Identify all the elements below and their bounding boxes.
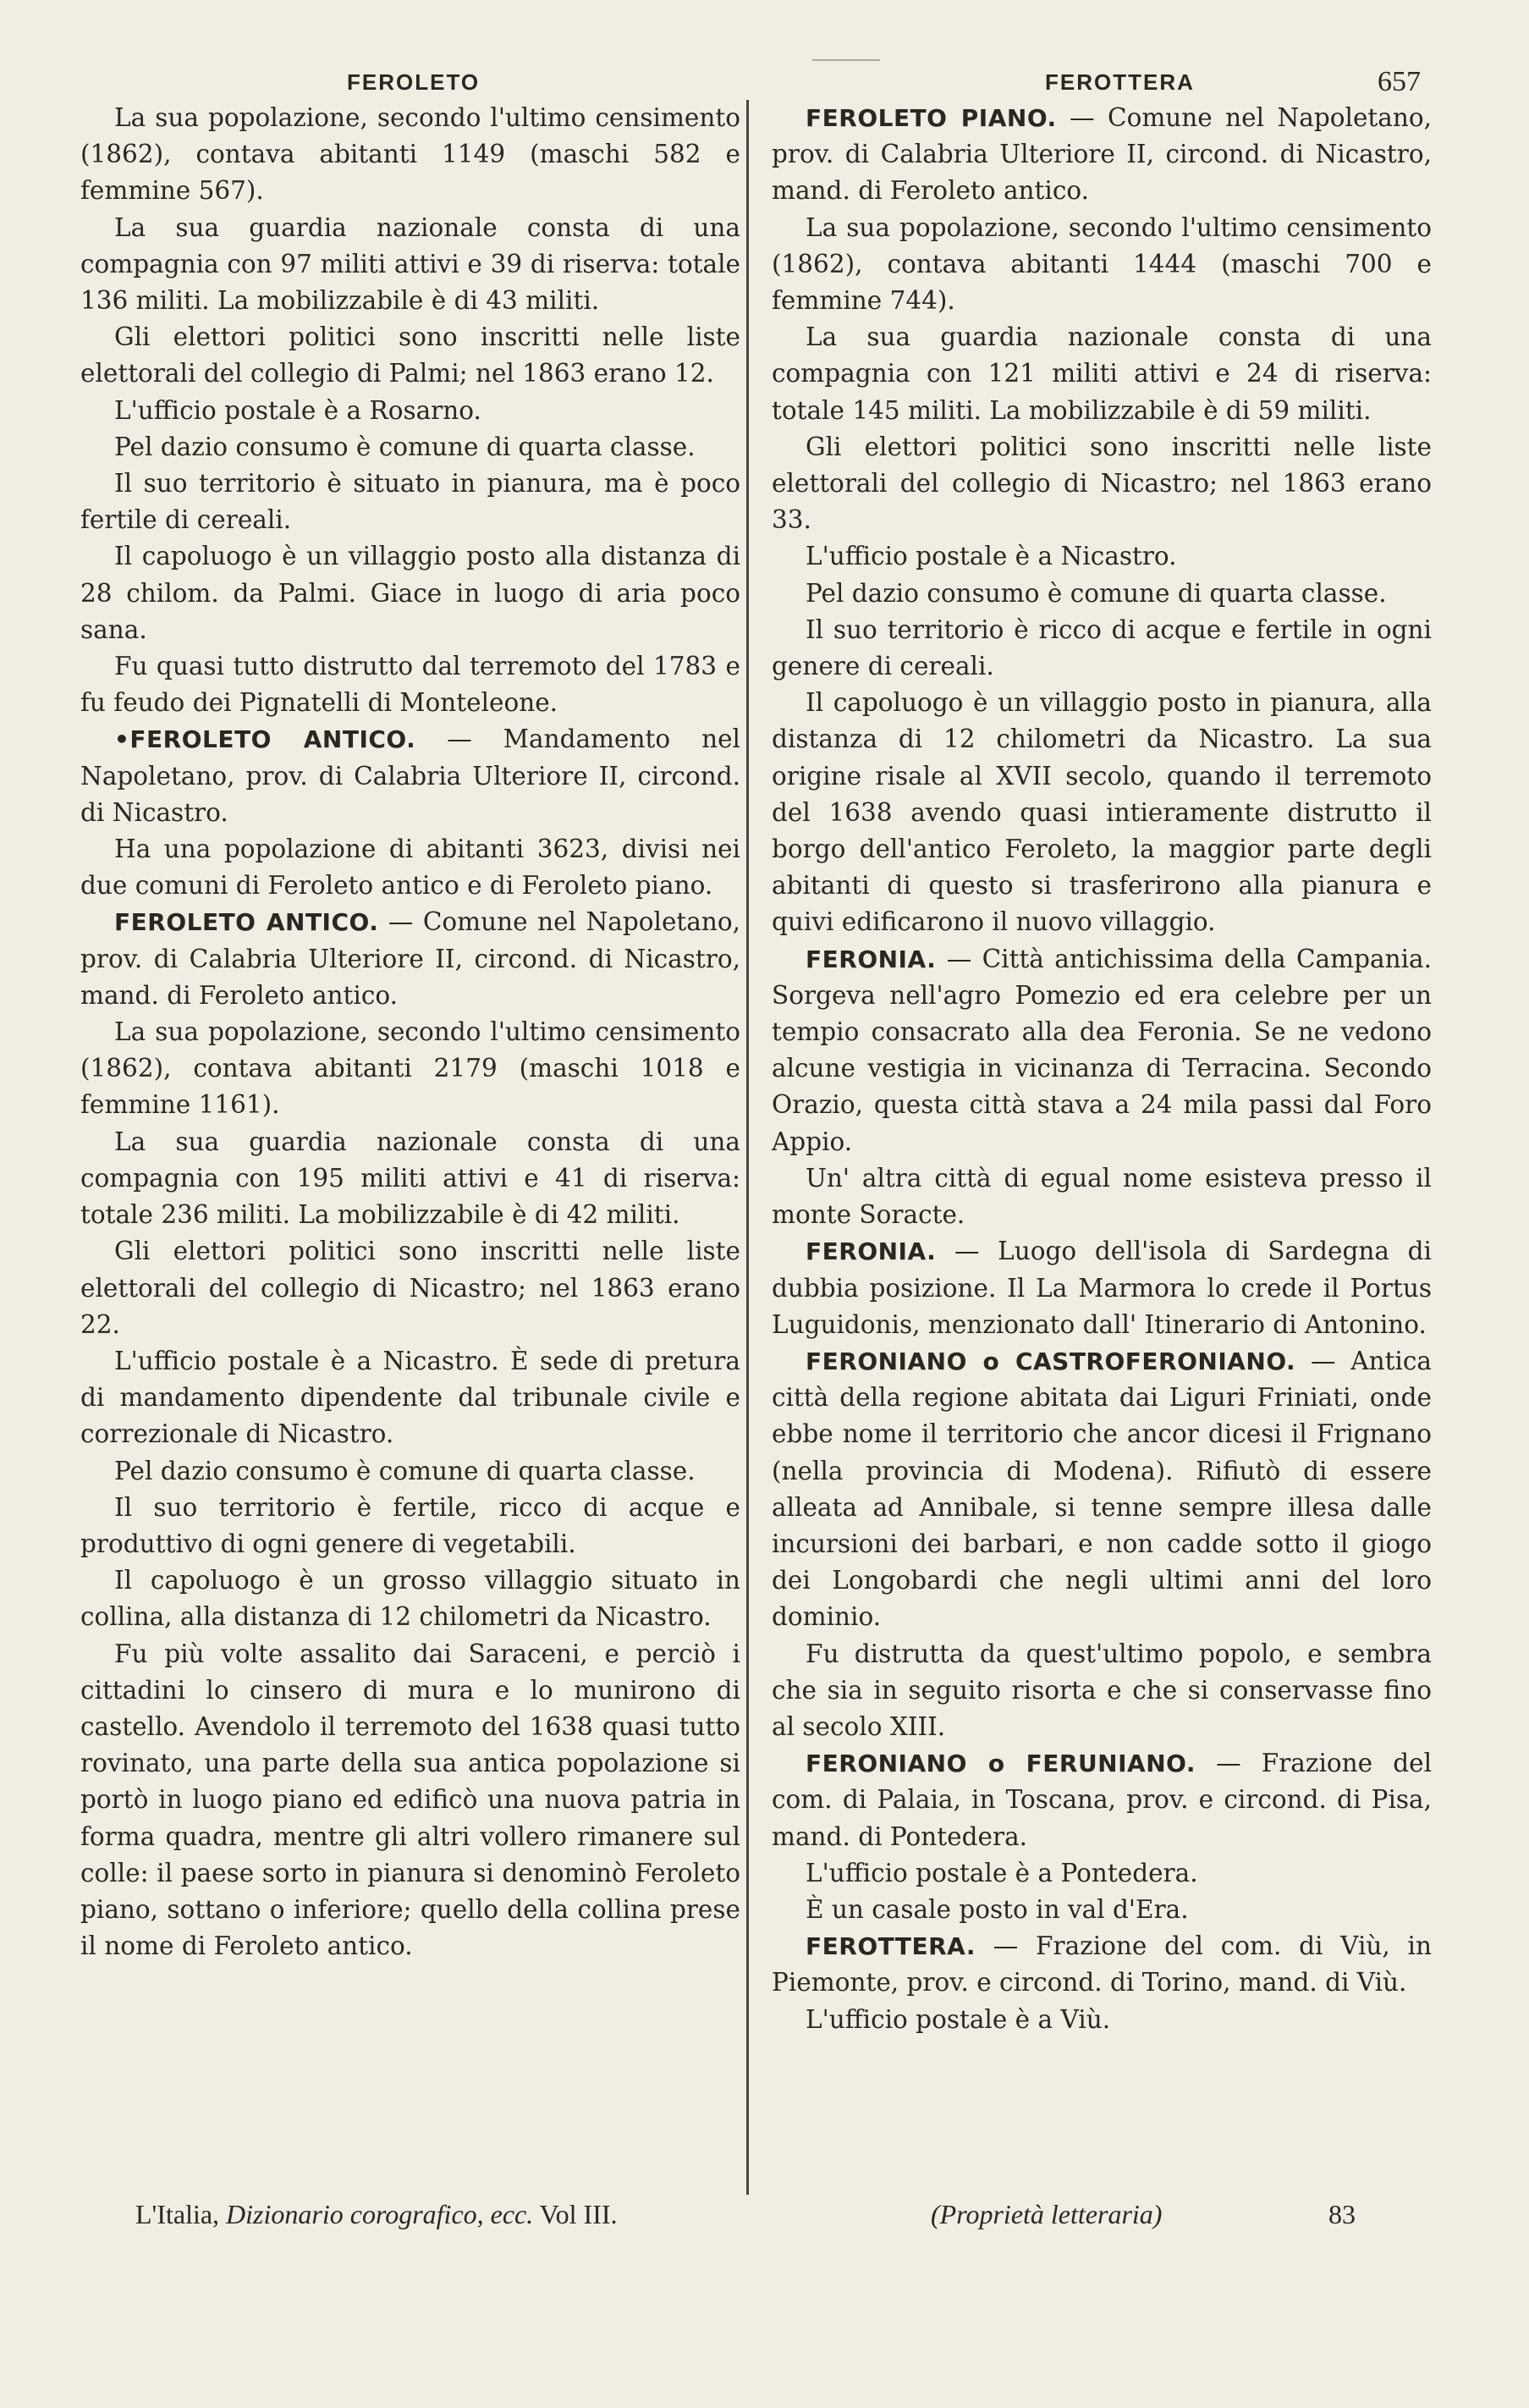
paragraph-text: Un' altra città di egual nome esisteva presso il monte Soracte. xyxy=(772,1163,1432,1230)
paragraph-text: Il capoluogo è un villaggio posto in pianura, alla distanza di 12 chilometri da Nicastro. La sua origine risale al XVII secolo, quando il terremoto del 1638 avendo quasi intieramente distrutto il borgo dell'antico Feroleto, la maggior parte degli abitanti di questo si trasferirono alla pianura e quivi edificarono il nuovo villaggio. xyxy=(772,688,1432,937)
paragraph-text: Fu più volte assalito dai Saraceni, e perciò i cittadini lo cinsero di mura e lo munirono di castello. Avendolo il terremoto del 1638 quasi tutto rovinato, una parte della sua antica popolazione si portò in luogo piano ed edificò una nuova patria in forma quadra, mentre gli altri vollero rimanere sul colle: il paese sorto in pianura si denominò Feroleto piano, sottano o inferiore; quello della collina prese il nome di Feroleto antico. xyxy=(80,1639,740,1961)
entry-paragraph xyxy=(772,1343,1432,1636)
body-paragraph xyxy=(80,1343,740,1453)
body-paragraph xyxy=(80,1636,740,1965)
column-divider xyxy=(746,100,749,2195)
entry-paragraph xyxy=(80,721,740,831)
paragraph-text: Gli elettori politici sono inscritti nelle liste elettorali del collegio di Palmi; nel 1863 erano 12. xyxy=(80,322,740,388)
right-column xyxy=(772,100,1432,2038)
body-paragraph xyxy=(80,100,740,210)
left-column xyxy=(80,100,740,1964)
paragraph-text: — Città antichissima della Campania. Sorgeva nell'agro Pomezio ed era celebre per un tempio consacrato alla dea Feronia. Se ne vedono alcune vestigia in vicinanza di Terracina. Secondo Orazio, questa città stava a 24 mila passi dal Foro Appio. xyxy=(772,944,1432,1156)
paragraph-text: Il capoluogo è un grosso villaggio situato in collina, alla distanza di 12 chilometri da Nicastro. xyxy=(80,1566,740,1632)
body-paragraph xyxy=(772,1892,1432,1928)
paragraph-text: Ha una popolazione di abitanti 3623, divisi nei due comuni di Feroleto antico e di Feroleto piano. xyxy=(80,835,740,901)
paragraph-text: Fu quasi tutto distrutto dal terremoto del 1783 e fu feudo dei Pignatelli di Monteleone. xyxy=(80,652,740,718)
body-paragraph xyxy=(80,319,740,392)
body-paragraph xyxy=(772,429,1432,539)
body-paragraph xyxy=(80,393,740,429)
paragraph-text: Gli elettori politici sono inscritti nelle liste elettorali del collegio di Nicastro; nel 1863 erano 33. xyxy=(772,432,1432,535)
paragraph-text: Il suo territorio è fertile, ricco di acque e produttivo di ogni genere di vegetabili. xyxy=(80,1492,740,1558)
paragraph-text: È un casale posto in val d'Era. xyxy=(806,1894,1189,1924)
body-paragraph xyxy=(80,1562,740,1635)
footer-volume: Vol III. xyxy=(539,2199,618,2229)
body-paragraph xyxy=(80,538,740,648)
paragraph-text: La sua guardia nazionale consta di una compagnia con 195 militi attivi e 41 di riserva: totale 236 militi. La mobilizzabile è di 42 militi. xyxy=(80,1127,740,1230)
paragraph-text: Pel dazio consumo è comune di quarta classe. xyxy=(114,1456,696,1485)
paragraph-text: Gli elettori politici sono inscritti nelle liste elettorali del collegio di Nicastro; nel 1863 erano 22. xyxy=(80,1237,740,1339)
paragraph-text: Pel dazio consumo è comune di quarta classe. xyxy=(114,432,696,461)
paragraph-text: — Frazione del com. di Viù, in Piemonte, prov. e circond. di Torino, mand. di Viù. xyxy=(772,1931,1432,1997)
entry-headword: FEROTTERA. xyxy=(806,1932,976,1961)
body-paragraph xyxy=(80,648,740,721)
paragraph-text: L'ufficio postale è a Pontedera. xyxy=(806,1858,1198,1887)
entry-paragraph xyxy=(772,1233,1432,1343)
paragraph-text: — Mandamento nel Napoletano, prov. di Calabria Ulteriore II, circond. di Nicastro. xyxy=(80,725,740,827)
entry-headword: FERONIANO o CASTROFERONIANO. xyxy=(806,1347,1296,1375)
entry-paragraph xyxy=(772,941,1432,1160)
body-paragraph xyxy=(80,466,740,538)
body-paragraph xyxy=(772,1855,1432,1892)
paragraph-text: L'ufficio postale è a Rosarno. xyxy=(114,395,481,425)
running-head-right: FEROTTERA xyxy=(1045,69,1195,95)
body-paragraph xyxy=(772,319,1432,429)
running-head-left: FEROLETO xyxy=(347,69,481,95)
entry-paragraph xyxy=(80,904,740,1014)
paragraph-text: La sua guardia nazionale consta di una compagnia con 97 militi attivi e 39 di riserva: totale 136 militi. La mobilizzabile è di 43 militi. xyxy=(80,212,740,316)
paragraph-text: La sua popolazione, secondo l'ultimo censimento (1862), contava abitanti 1444 (maschi 700 e femmine 744). xyxy=(772,212,1432,316)
paragraph-text: — Luogo dell'isola di Sardegna di dubbia posizione. Il La Marmora lo crede il Portus Luguidonis, menzionato dall' Itinerario di Antonino. xyxy=(772,1237,1432,1339)
body-paragraph xyxy=(772,612,1432,685)
paragraph-text: L'ufficio postale è a Nicastro. xyxy=(806,542,1177,571)
body-paragraph xyxy=(772,685,1432,940)
entry-headword: FERONIANO o FERUNIANO. xyxy=(806,1750,1196,1778)
paragraph-text: — Comune nel Napoletano, prov. di Calabria Ulteriore II, circond. di Nicastro, mand. di Feroleto antico. xyxy=(80,907,741,1010)
body-paragraph xyxy=(80,429,740,466)
paragraph-text: L'ufficio postale è a Viù. xyxy=(806,2004,1111,2034)
body-paragraph xyxy=(80,1490,740,1562)
entry-headword: FERONIA. xyxy=(806,945,937,973)
entry-paragraph xyxy=(772,100,1432,210)
paragraph-text: — Comune nel Napoletano, prov. di Calabria Ulteriore II, circond. di Nicastro, mand. di Feroleto antico. xyxy=(772,103,1432,206)
paragraph-text: Il capoluogo è un villaggio posto alla distanza di 28 chilom. da Palmi. Giace in luogo di aria poco sana. xyxy=(80,542,740,644)
body-paragraph xyxy=(772,538,1432,575)
body-paragraph xyxy=(772,1160,1432,1233)
body-paragraph xyxy=(772,210,1432,320)
body-paragraph xyxy=(80,1233,740,1343)
paragraph-text: Il suo territorio è situato in pianura, ma è poco fertile di cereali. xyxy=(80,469,740,535)
entry-headword: •FEROLETO ANTICO. xyxy=(114,725,416,754)
paragraph-text: — Antica città della regione abitata dai Liguri Friniati, onde ebbe nome il territorio che ancor dicesi il Frignano (nella provincia di Modena). Rifiutò di essere alleata ad Annibale, si tenne sempre illesa dalle incursioni dei barbari, e non cadde sotto il giogo dei Longobardi che negli ultimi anni del loro dominio. xyxy=(772,1346,1432,1632)
paragraph-text: Fu distrutta da quest'ultimo popolo, e sembra che sia in seguito risorta e che si conservasse fino al secolo XIII. xyxy=(772,1639,1432,1741)
page-number: 657 xyxy=(1378,66,1421,97)
paragraph-text: L'ufficio postale è a Nicastro. È sede di pretura di mandamento dipendente dal tribunale civile e correzionale di Nicastro. xyxy=(80,1346,740,1449)
body-paragraph xyxy=(80,1124,740,1234)
paragraph-text: La sua guardia nazionale consta di una compagnia con 121 militi attivi e 24 di riserva: totale 145 militi. La mobilizzabile è di 59 militi. xyxy=(772,322,1432,425)
paragraph-text: La sua popolazione, secondo l'ultimo censimento (1862), contava abitanti 1149 (maschi 582 e femmine 567). xyxy=(80,103,740,206)
top-rule xyxy=(812,59,880,61)
body-paragraph xyxy=(80,1453,740,1490)
body-paragraph xyxy=(772,1636,1432,1746)
footer-work-title: Dizionario corografico, ecc. xyxy=(226,2199,534,2229)
footer-rights: (Proprietà letteraria) xyxy=(931,2199,1163,2229)
body-paragraph xyxy=(80,1014,740,1124)
entry-headword: FEROLETO ANTICO. xyxy=(114,908,379,937)
body-paragraph xyxy=(772,2002,1432,2038)
body-paragraph xyxy=(80,210,740,320)
paragraph-text: Il suo territorio è ricco di acque e fertile in ogni genere di cereali. xyxy=(772,614,1432,681)
footer-publisher: L'Italia, xyxy=(135,2199,220,2229)
entry-headword: FEROLETO PIANO. xyxy=(806,104,1057,132)
entry-paragraph xyxy=(772,1928,1432,2001)
paragraph-text: — Frazione del com. di Palaia, in Toscana, prov. e circond. di Pisa, mand. di Pontedera. xyxy=(772,1749,1433,1851)
paragraph-text: Pel dazio consumo è comune di quarta classe. xyxy=(806,578,1387,608)
footer-signature: 83 xyxy=(1328,2199,1356,2229)
body-paragraph xyxy=(80,831,740,904)
paragraph-text: La sua popolazione, secondo l'ultimo censimento (1862), contava abitanti 2179 (maschi 1018 e femmine 1161). xyxy=(80,1017,740,1120)
body-paragraph xyxy=(772,576,1432,612)
entry-headword: FERONIA. xyxy=(806,1237,937,1266)
footer-left xyxy=(135,2199,618,2230)
entry-paragraph xyxy=(772,1745,1432,1855)
